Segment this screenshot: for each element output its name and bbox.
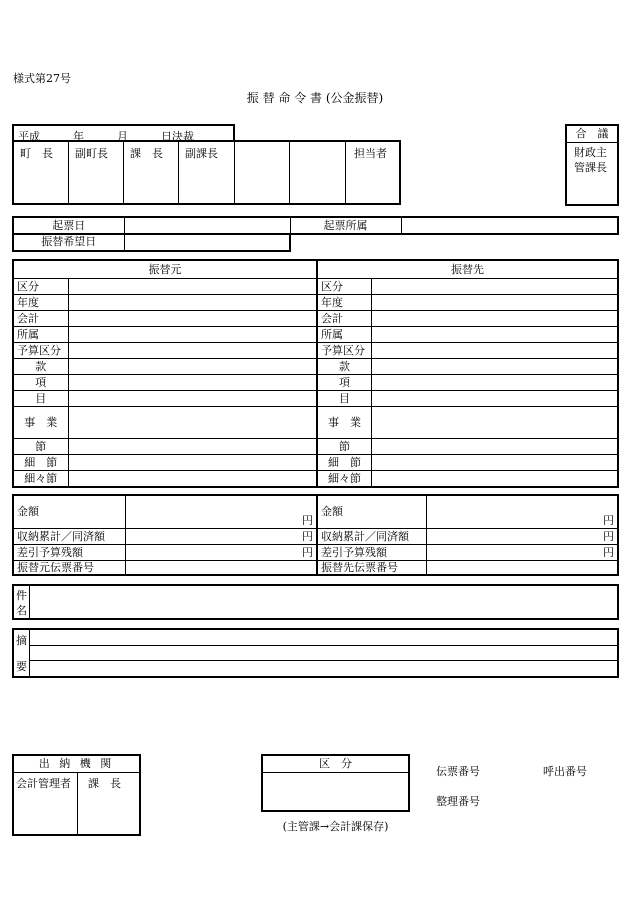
row-label: 事 業 (318, 406, 372, 438)
kubun-box (261, 754, 410, 812)
gouhi-body: 財政主 管課長 (574, 146, 607, 175)
transfer-to (317, 261, 617, 486)
row-label: 会計 (318, 310, 372, 326)
to-value[interactable] (372, 342, 618, 358)
treasury-col (14, 773, 78, 834)
slip-number-label: 伝票番号 (436, 765, 480, 778)
amount-value[interactable] (125, 496, 317, 528)
stamp-label: 課 長 (130, 147, 163, 160)
to-value[interactable] (372, 438, 618, 454)
yen-unit: 円 (302, 513, 313, 527)
from-value[interactable] (68, 374, 317, 390)
from-slip-label: 振替元伝票番号 (14, 560, 125, 574)
amount-value[interactable] (125, 528, 317, 544)
from-value[interactable] (68, 342, 317, 358)
to-value[interactable] (372, 358, 618, 374)
approval-stamp-grid (12, 140, 401, 205)
from-header: 振替元 (14, 261, 317, 278)
row-label: 細 節 (14, 454, 68, 470)
amounts-to (317, 496, 617, 574)
amount-label: 金額 (14, 496, 125, 528)
row-label: 款 (14, 358, 68, 374)
amount-value[interactable] (125, 544, 317, 560)
kihyo-shozoku-value[interactable] (401, 217, 618, 234)
row-label: 節 (318, 438, 372, 454)
summary-line[interactable] (30, 630, 617, 646)
subject-box (12, 584, 619, 620)
row-label: 細々節 (318, 470, 372, 486)
row-label: 予算区分 (318, 342, 372, 358)
from-value[interactable] (68, 326, 317, 342)
row-label: 款 (318, 358, 372, 374)
transfer-table (12, 259, 619, 488)
summary-box (12, 628, 619, 678)
from-value[interactable] (68, 358, 317, 374)
approval-date-label: 平成 年 月 日決裁 (18, 130, 194, 143)
kihyo-shozoku-label: 起票所属 (290, 217, 401, 234)
subject-field[interactable] (30, 586, 617, 618)
yen-unit: 円 (302, 545, 313, 559)
row-label: 所属 (14, 326, 68, 342)
stamp-label: 町 長 (20, 147, 53, 160)
stamp-cell (179, 142, 235, 203)
stamp-cell (235, 142, 290, 203)
to-slip-value[interactable] (427, 560, 618, 574)
from-value[interactable] (68, 438, 317, 454)
amount-value[interactable] (427, 528, 618, 544)
row-label: 目 (14, 390, 68, 406)
seiri-number-label: 整理番号 (436, 795, 480, 808)
treasury-col-label: 課 長 (88, 777, 121, 790)
row-label: 細 節 (318, 454, 372, 470)
to-value[interactable] (372, 406, 618, 438)
kubun-header: 区 分 (263, 756, 408, 773)
treasury-box (12, 754, 141, 836)
row-label: 事 業 (14, 406, 68, 438)
amounts-from (14, 496, 317, 574)
row-label: 項 (318, 374, 372, 390)
row-label: 年度 (318, 294, 372, 310)
gouhi-box (565, 124, 619, 206)
stamp-cell (124, 142, 179, 203)
call-number-label: 呼出番号 (543, 765, 587, 778)
amount-label: 差引予算残額 (318, 544, 427, 560)
kihyo-bi-value[interactable] (124, 217, 290, 234)
stamp-cell (69, 142, 124, 203)
row-label: 区分 (14, 278, 68, 294)
furikae-kibo-bi-label: 振替希望日 (13, 234, 124, 251)
summary-label-top: 摘 (16, 634, 27, 647)
summary-line[interactable] (30, 645, 617, 661)
furikae-kibo-table (12, 233, 291, 252)
stamp-cell (14, 142, 69, 203)
row-label: 年度 (14, 294, 68, 310)
from-value[interactable] (68, 310, 317, 326)
yen-unit: 円 (603, 545, 614, 559)
to-value[interactable] (372, 374, 618, 390)
amounts-table (12, 494, 619, 576)
treasury-col (78, 773, 139, 834)
amount-value[interactable] (427, 496, 618, 528)
subject-label: 件 名 (14, 586, 30, 618)
amount-label: 金額 (318, 496, 427, 528)
stamp-label: 副町長 (75, 147, 108, 160)
row-label: 目 (318, 390, 372, 406)
summary-label-bottom: 要 (16, 660, 27, 673)
amount-label: 収納累計／同済額 (318, 528, 427, 544)
from-value[interactable] (68, 278, 317, 294)
treasury-col-label: 会計管理者 (16, 777, 71, 790)
kihyo-bi-label: 起票日 (13, 217, 124, 234)
stamp-cell (290, 142, 346, 203)
to-value[interactable] (372, 470, 618, 486)
furikae-kibo-bi-value[interactable] (124, 234, 290, 251)
from-slip-value[interactable] (125, 560, 317, 574)
yen-unit: 円 (603, 529, 614, 543)
from-value[interactable] (68, 454, 317, 470)
to-slip-label: 振替先伝票番号 (318, 560, 427, 574)
treasury-header: 出 納 機 関 (14, 756, 139, 773)
yen-unit: 円 (302, 529, 313, 543)
storage-note: (主管課→会計課保存) (282, 820, 389, 833)
yen-unit: 円 (603, 513, 614, 527)
from-value[interactable] (68, 294, 317, 310)
summary-label-cell (14, 630, 30, 676)
to-value[interactable] (372, 326, 618, 342)
row-label: 区分 (318, 278, 372, 294)
kubun-field[interactable] (263, 773, 408, 811)
from-value[interactable] (68, 390, 317, 406)
stamp-label: 副課長 (185, 147, 218, 160)
amount-label: 収納累計／同済額 (14, 528, 125, 544)
to-value[interactable] (372, 294, 618, 310)
to-value[interactable] (372, 310, 618, 326)
row-label: 項 (14, 374, 68, 390)
from-value[interactable] (68, 470, 317, 486)
row-label: 細々節 (14, 470, 68, 486)
amount-label: 差引予算残額 (14, 544, 125, 560)
form-number: 様式第27号 (13, 72, 71, 85)
transfer-from (14, 261, 317, 486)
gouhi-header: 合 議 (567, 126, 617, 143)
row-label: 予算区分 (14, 342, 68, 358)
row-label: 所属 (318, 326, 372, 342)
to-value[interactable] (372, 278, 618, 294)
to-header: 振替先 (318, 261, 618, 278)
to-value[interactable] (372, 454, 618, 470)
from-value[interactable] (68, 406, 317, 438)
amount-value[interactable] (427, 544, 618, 560)
row-label: 節 (14, 438, 68, 454)
stamp-label: 担当者 (354, 147, 387, 160)
row-label: 会計 (14, 310, 68, 326)
stamp-cell (346, 142, 399, 203)
to-value[interactable] (372, 390, 618, 406)
summary-line[interactable] (30, 660, 617, 676)
form-title: 振 替 命 令 書 (公金振替) (246, 91, 384, 105)
